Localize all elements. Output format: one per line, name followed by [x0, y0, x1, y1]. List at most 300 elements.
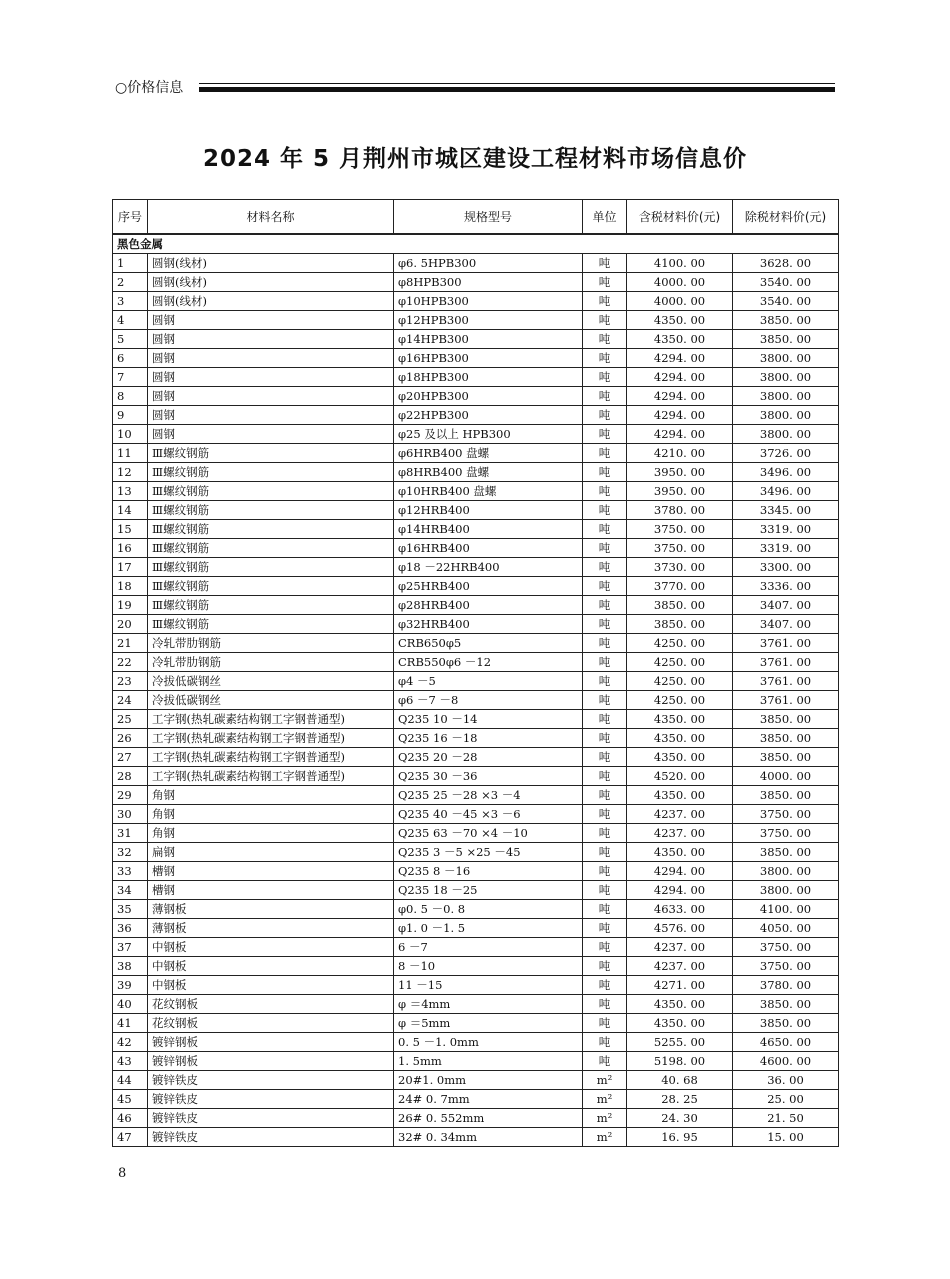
table-row	[113, 444, 839, 463]
cell-material-name: 工字钢(热轧碳素结构钢工字钢普通型)	[148, 729, 394, 748]
table-row	[113, 254, 839, 273]
cell-num: 23	[113, 672, 148, 691]
table-row	[113, 976, 839, 995]
cell-notax-price: 3761. 00	[733, 634, 839, 653]
cell-num: 16	[113, 539, 148, 558]
cell-tax-price: 4250. 00	[627, 653, 733, 672]
cell-spec: φ20HPB300	[394, 387, 583, 406]
cell-notax-price: 3726. 00	[733, 444, 839, 463]
cell-num: 44	[113, 1071, 148, 1090]
cell-num: 34	[113, 881, 148, 900]
cell-material-name: 镀锌钢板	[148, 1052, 394, 1071]
cell-tax-price: 40. 68	[627, 1071, 733, 1090]
cell-notax-price: 4100. 00	[733, 900, 839, 919]
cell-notax-price: 3540. 00	[733, 273, 839, 292]
cell-material-name: 花纹钢板	[148, 1014, 394, 1033]
cell-tax-price: 4237. 00	[627, 957, 733, 976]
cell-notax-price: 4050. 00	[733, 919, 839, 938]
cell-num: 19	[113, 596, 148, 615]
cell-material-name: Ⅲ螺纹钢筋	[148, 596, 394, 615]
cell-notax-price: 3850. 00	[733, 729, 839, 748]
table-row	[113, 330, 839, 349]
cell-material-name: 槽钢	[148, 862, 394, 881]
cell-material-name: 镀锌铁皮	[148, 1071, 394, 1090]
cell-num: 46	[113, 1109, 148, 1128]
cell-num: 5	[113, 330, 148, 349]
cell-tax-price: 16. 95	[627, 1128, 733, 1147]
cell-material-name: 冷拔低碳钢丝	[148, 691, 394, 710]
cell-spec: 26# 0. 552mm	[394, 1109, 583, 1128]
cell-unit: m²	[583, 1109, 627, 1128]
cell-num: 38	[113, 957, 148, 976]
cell-num: 7	[113, 368, 148, 387]
table-body	[113, 234, 839, 1147]
cell-notax-price: 3800. 00	[733, 387, 839, 406]
cell-material-name: 圆钢	[148, 311, 394, 330]
cell-notax-price: 3800. 00	[733, 406, 839, 425]
cell-spec: φ22HPB300	[394, 406, 583, 425]
cell-spec: 8 －10	[394, 957, 583, 976]
cell-notax-price: 3800. 00	[733, 881, 839, 900]
cell-unit: 吨	[583, 634, 627, 653]
cell-unit: m²	[583, 1071, 627, 1090]
table-row	[113, 634, 839, 653]
cell-spec: Q235 40 －45 ×3 －6	[394, 805, 583, 824]
section-header	[115, 79, 835, 99]
cell-notax-price: 3800. 00	[733, 368, 839, 387]
table-row	[113, 1109, 839, 1128]
cell-material-name: 镀锌铁皮	[148, 1090, 394, 1109]
cell-material-name: 薄钢板	[148, 900, 394, 919]
cell-num: 25	[113, 710, 148, 729]
cell-tax-price: 3780. 00	[627, 501, 733, 520]
table-row	[113, 615, 839, 634]
cell-unit: 吨	[583, 482, 627, 501]
cell-spec: φ4 －5	[394, 672, 583, 691]
cell-num: 35	[113, 900, 148, 919]
cell-material-name: 圆钢	[148, 425, 394, 444]
cell-notax-price: 3850. 00	[733, 995, 839, 1014]
cell-spec: φ1. 0 －1. 5	[394, 919, 583, 938]
cell-tax-price: 3950. 00	[627, 482, 733, 501]
cell-num: 30	[113, 805, 148, 824]
cell-tax-price: 4000. 00	[627, 292, 733, 311]
cell-material-name: 圆钢	[148, 387, 394, 406]
cell-unit: 吨	[583, 501, 627, 520]
cell-num: 29	[113, 786, 148, 805]
table-row	[113, 691, 839, 710]
cell-tax-price: 4250. 00	[627, 634, 733, 653]
cell-spec: φ10HPB300	[394, 292, 583, 311]
cell-unit: 吨	[583, 577, 627, 596]
cell-material-name: 圆钢	[148, 330, 394, 349]
column-header-notax-price: 除税材料价(元)	[733, 200, 839, 235]
cell-material-name: Ⅲ螺纹钢筋	[148, 501, 394, 520]
cell-spec: φ32HRB400	[394, 615, 583, 634]
cell-num: 18	[113, 577, 148, 596]
table-row	[113, 919, 839, 938]
cell-unit: 吨	[583, 843, 627, 862]
cell-num: 15	[113, 520, 148, 539]
cell-unit: 吨	[583, 919, 627, 938]
table-header-row	[113, 200, 839, 235]
table-row	[113, 748, 839, 767]
cell-tax-price: 4100. 00	[627, 254, 733, 273]
header-rule-thin	[199, 83, 835, 84]
cell-material-name: 圆钢(线材)	[148, 254, 394, 273]
cell-spec: 24# 0. 7mm	[394, 1090, 583, 1109]
column-header-spec: 规格型号	[394, 200, 583, 235]
cell-material-name: 工字钢(热轧碳素结构钢工字钢普通型)	[148, 767, 394, 786]
cell-spec: φ28HRB400	[394, 596, 583, 615]
cell-tax-price: 3750. 00	[627, 520, 733, 539]
cell-num: 9	[113, 406, 148, 425]
cell-unit: 吨	[583, 653, 627, 672]
cell-unit: 吨	[583, 615, 627, 634]
cell-tax-price: 5198. 00	[627, 1052, 733, 1071]
cell-spec: 0. 5 －1. 0mm	[394, 1033, 583, 1052]
cell-tax-price: 3770. 00	[627, 577, 733, 596]
cell-unit: 吨	[583, 596, 627, 615]
cell-notax-price: 3761. 00	[733, 691, 839, 710]
cell-tax-price: 4210. 00	[627, 444, 733, 463]
cell-num: 24	[113, 691, 148, 710]
cell-spec: φ8HRB400 盘螺	[394, 463, 583, 482]
cell-notax-price: 3300. 00	[733, 558, 839, 577]
cell-material-name: 圆钢	[148, 349, 394, 368]
cell-num: 43	[113, 1052, 148, 1071]
table-row	[113, 653, 839, 672]
cell-spec: Q235 25 －28 ×3 －4	[394, 786, 583, 805]
cell-notax-price: 3850. 00	[733, 786, 839, 805]
cell-spec: 32# 0. 34mm	[394, 1128, 583, 1147]
cell-notax-price: 25. 00	[733, 1090, 839, 1109]
column-header-tax-price: 含税材料价(元)	[627, 200, 733, 235]
table-row	[113, 1052, 839, 1071]
cell-notax-price: 3336. 00	[733, 577, 839, 596]
cell-tax-price: 3850. 00	[627, 615, 733, 634]
cell-material-name: 角钢	[148, 786, 394, 805]
header-rule-thick	[199, 87, 835, 92]
cell-unit: 吨	[583, 273, 627, 292]
table-row	[113, 767, 839, 786]
cell-tax-price: 4520. 00	[627, 767, 733, 786]
cell-material-name: 角钢	[148, 805, 394, 824]
cell-spec: φ25HRB400	[394, 577, 583, 596]
cell-material-name: 镀锌钢板	[148, 1033, 394, 1052]
cell-notax-price: 3850. 00	[733, 311, 839, 330]
cell-num: 31	[113, 824, 148, 843]
cell-num: 4	[113, 311, 148, 330]
table-row	[113, 995, 839, 1014]
cell-num: 39	[113, 976, 148, 995]
table-row	[113, 596, 839, 615]
column-header-unit: 单位	[583, 200, 627, 235]
cell-spec: φ0. 5 －0. 8	[394, 900, 583, 919]
cell-num: 11	[113, 444, 148, 463]
cell-unit: 吨	[583, 786, 627, 805]
cell-num: 3	[113, 292, 148, 311]
cell-num: 47	[113, 1128, 148, 1147]
cell-notax-price: 3761. 00	[733, 653, 839, 672]
cell-tax-price: 28. 25	[627, 1090, 733, 1109]
cell-num: 36	[113, 919, 148, 938]
cell-tax-price: 4294. 00	[627, 349, 733, 368]
cell-notax-price: 3496. 00	[733, 463, 839, 482]
cell-tax-price: 4350. 00	[627, 786, 733, 805]
cell-notax-price: 3850. 00	[733, 710, 839, 729]
table-row	[113, 273, 839, 292]
cell-unit: 吨	[583, 710, 627, 729]
cell-material-name: 中钢板	[148, 976, 394, 995]
cell-tax-price: 3750. 00	[627, 539, 733, 558]
cell-material-name: Ⅲ螺纹钢筋	[148, 463, 394, 482]
cell-unit: 吨	[583, 691, 627, 710]
cell-notax-price: 3780. 00	[733, 976, 839, 995]
table-row	[113, 520, 839, 539]
cell-tax-price: 4350. 00	[627, 748, 733, 767]
cell-material-name: 工字钢(热轧碳素结构钢工字钢普通型)	[148, 710, 394, 729]
cell-num: 20	[113, 615, 148, 634]
cell-unit: 吨	[583, 824, 627, 843]
table-row	[113, 558, 839, 577]
cell-unit: 吨	[583, 558, 627, 577]
table-row	[113, 786, 839, 805]
cell-num: 32	[113, 843, 148, 862]
cell-unit: 吨	[583, 995, 627, 1014]
cell-num: 14	[113, 501, 148, 520]
cell-num: 33	[113, 862, 148, 881]
category-label: 黑色金属	[113, 234, 839, 254]
cell-spec: Q235 3 －5 ×25 －45	[394, 843, 583, 862]
cell-material-name: Ⅲ螺纹钢筋	[148, 482, 394, 501]
cell-unit: 吨	[583, 748, 627, 767]
cell-notax-price: 3850. 00	[733, 330, 839, 349]
cell-tax-price: 4237. 00	[627, 938, 733, 957]
cell-spec: φ6HRB400 盘螺	[394, 444, 583, 463]
cell-tax-price: 4237. 00	[627, 805, 733, 824]
cell-notax-price: 3761. 00	[733, 672, 839, 691]
cell-unit: 吨	[583, 368, 627, 387]
cell-tax-price: 4271. 00	[627, 976, 733, 995]
cell-material-name: 镀锌铁皮	[148, 1109, 394, 1128]
cell-spec: φ ＝5mm	[394, 1014, 583, 1033]
table-row	[113, 349, 839, 368]
table-row	[113, 539, 839, 558]
cell-material-name: 中钢板	[148, 938, 394, 957]
cell-tax-price: 4000. 00	[627, 273, 733, 292]
cell-tax-price: 4350. 00	[627, 330, 733, 349]
cell-num: 1	[113, 254, 148, 273]
cell-notax-price: 3850. 00	[733, 1014, 839, 1033]
cell-spec: φ6. 5HPB300	[394, 254, 583, 273]
cell-notax-price: 3800. 00	[733, 425, 839, 444]
cell-spec: Q235 10 －14	[394, 710, 583, 729]
cell-num: 41	[113, 1014, 148, 1033]
cell-num: 26	[113, 729, 148, 748]
cell-num: 6	[113, 349, 148, 368]
cell-num: 13	[113, 482, 148, 501]
cell-notax-price: 4650. 00	[733, 1033, 839, 1052]
cell-unit: 吨	[583, 1033, 627, 1052]
cell-material-name: 扁钢	[148, 843, 394, 862]
cell-material-name: 槽钢	[148, 881, 394, 900]
cell-tax-price: 4250. 00	[627, 672, 733, 691]
cell-num: 22	[113, 653, 148, 672]
table-row	[113, 292, 839, 311]
cell-spec: φ16HPB300	[394, 349, 583, 368]
cell-unit: 吨	[583, 957, 627, 976]
cell-unit: 吨	[583, 938, 627, 957]
cell-material-name: 薄钢板	[148, 919, 394, 938]
cell-unit: m²	[583, 1090, 627, 1109]
cell-unit: 吨	[583, 1052, 627, 1071]
table-row	[113, 463, 839, 482]
cell-material-name: Ⅲ螺纹钢筋	[148, 615, 394, 634]
column-header-name: 材料名称	[148, 200, 394, 235]
cell-unit: 吨	[583, 311, 627, 330]
cell-notax-price: 4600. 00	[733, 1052, 839, 1071]
cell-notax-price: 3850. 00	[733, 748, 839, 767]
table-row	[113, 938, 839, 957]
table-row	[113, 482, 839, 501]
cell-unit: 吨	[583, 406, 627, 425]
cell-spec: 11 －15	[394, 976, 583, 995]
cell-tax-price: 3950. 00	[627, 463, 733, 482]
cell-unit: 吨	[583, 425, 627, 444]
cell-material-name: 镀锌铁皮	[148, 1128, 394, 1147]
cell-material-name: 圆钢	[148, 406, 394, 425]
cell-material-name: Ⅲ螺纹钢筋	[148, 539, 394, 558]
cell-unit: 吨	[583, 520, 627, 539]
cell-spec: Q235 16 －18	[394, 729, 583, 748]
cell-spec: φ18HPB300	[394, 368, 583, 387]
cell-notax-price: 3345. 00	[733, 501, 839, 520]
cell-spec: Q235 20 －28	[394, 748, 583, 767]
cell-tax-price: 4250. 00	[627, 691, 733, 710]
cell-unit: 吨	[583, 767, 627, 786]
cell-material-name: 工字钢(热轧碳素结构钢工字钢普通型)	[148, 748, 394, 767]
cell-tax-price: 24. 30	[627, 1109, 733, 1128]
table-row	[113, 1090, 839, 1109]
cell-unit: m²	[583, 1128, 627, 1147]
table-row	[113, 729, 839, 748]
cell-spec: φ8HPB300	[394, 273, 583, 292]
table-row	[113, 881, 839, 900]
table-row	[113, 1033, 839, 1052]
page-number: 8	[118, 1166, 127, 1181]
cell-material-name: 角钢	[148, 824, 394, 843]
cell-material-name: Ⅲ螺纹钢筋	[148, 444, 394, 463]
cell-num: 28	[113, 767, 148, 786]
cell-tax-price: 4237. 00	[627, 824, 733, 843]
cell-material-name: 冷轧带肋钢筋	[148, 634, 394, 653]
table-row	[113, 710, 839, 729]
cell-spec: Q235 18 －25	[394, 881, 583, 900]
cell-spec: φ10HRB400 盘螺	[394, 482, 583, 501]
cell-spec: Q235 8 －16	[394, 862, 583, 881]
cell-tax-price: 3850. 00	[627, 596, 733, 615]
cell-notax-price: 3319. 00	[733, 539, 839, 558]
cell-tax-price: 4576. 00	[627, 919, 733, 938]
cell-spec: φ18 －22HRB400	[394, 558, 583, 577]
cell-unit: 吨	[583, 900, 627, 919]
cell-unit: 吨	[583, 254, 627, 273]
cell-notax-price: 15. 00	[733, 1128, 839, 1147]
cell-unit: 吨	[583, 862, 627, 881]
cell-notax-price: 3800. 00	[733, 349, 839, 368]
cell-notax-price: 3496. 00	[733, 482, 839, 501]
cell-num: 8	[113, 387, 148, 406]
cell-unit: 吨	[583, 444, 627, 463]
cell-tax-price: 4350. 00	[627, 729, 733, 748]
cell-spec: CRB550φ6 －12	[394, 653, 583, 672]
cell-tax-price: 4350. 00	[627, 995, 733, 1014]
cell-unit: 吨	[583, 1014, 627, 1033]
cell-spec: φ12HPB300	[394, 311, 583, 330]
cell-notax-price: 3750. 00	[733, 957, 839, 976]
table-row	[113, 900, 839, 919]
table-row	[113, 957, 839, 976]
cell-num: 17	[113, 558, 148, 577]
category-row	[113, 234, 839, 254]
cell-notax-price: 3750. 00	[733, 805, 839, 824]
table-row	[113, 406, 839, 425]
cell-material-name: 圆钢(线材)	[148, 273, 394, 292]
table-row	[113, 824, 839, 843]
cell-unit: 吨	[583, 805, 627, 824]
cell-unit: 吨	[583, 976, 627, 995]
cell-material-name: 冷拔低碳钢丝	[148, 672, 394, 691]
cell-tax-price: 4294. 00	[627, 862, 733, 881]
cell-unit: 吨	[583, 729, 627, 748]
cell-num: 21	[113, 634, 148, 653]
table-row	[113, 368, 839, 387]
cell-unit: 吨	[583, 463, 627, 482]
cell-spec: φ12HRB400	[394, 501, 583, 520]
cell-spec: Q235 30 －36	[394, 767, 583, 786]
table-row	[113, 1071, 839, 1090]
cell-notax-price: 3407. 00	[733, 596, 839, 615]
cell-notax-price: 3750. 00	[733, 824, 839, 843]
cell-tax-price: 4633. 00	[627, 900, 733, 919]
cell-spec: φ ＝4mm	[394, 995, 583, 1014]
table-row	[113, 843, 839, 862]
cell-notax-price: 3750. 00	[733, 938, 839, 957]
cell-material-name: 中钢板	[148, 957, 394, 976]
cell-tax-price: 4294. 00	[627, 406, 733, 425]
cell-notax-price: 3319. 00	[733, 520, 839, 539]
cell-tax-price: 4294. 00	[627, 425, 733, 444]
cell-material-name: 冷轧带肋钢筋	[148, 653, 394, 672]
table-row	[113, 672, 839, 691]
cell-tax-price: 4350. 00	[627, 1014, 733, 1033]
cell-notax-price: 3407. 00	[733, 615, 839, 634]
cell-spec: φ14HPB300	[394, 330, 583, 349]
cell-unit: 吨	[583, 349, 627, 368]
section-label: ○价格信息	[115, 80, 184, 96]
cell-tax-price: 4294. 00	[627, 387, 733, 406]
table-row	[113, 805, 839, 824]
cell-material-name: Ⅲ螺纹钢筋	[148, 520, 394, 539]
cell-tax-price: 5255. 00	[627, 1033, 733, 1052]
cell-unit: 吨	[583, 330, 627, 349]
cell-material-name: Ⅲ螺纹钢筋	[148, 558, 394, 577]
cell-tax-price: 4294. 00	[627, 368, 733, 387]
cell-spec: 1. 5mm	[394, 1052, 583, 1071]
cell-notax-price: 36. 00	[733, 1071, 839, 1090]
table-row	[113, 1128, 839, 1147]
